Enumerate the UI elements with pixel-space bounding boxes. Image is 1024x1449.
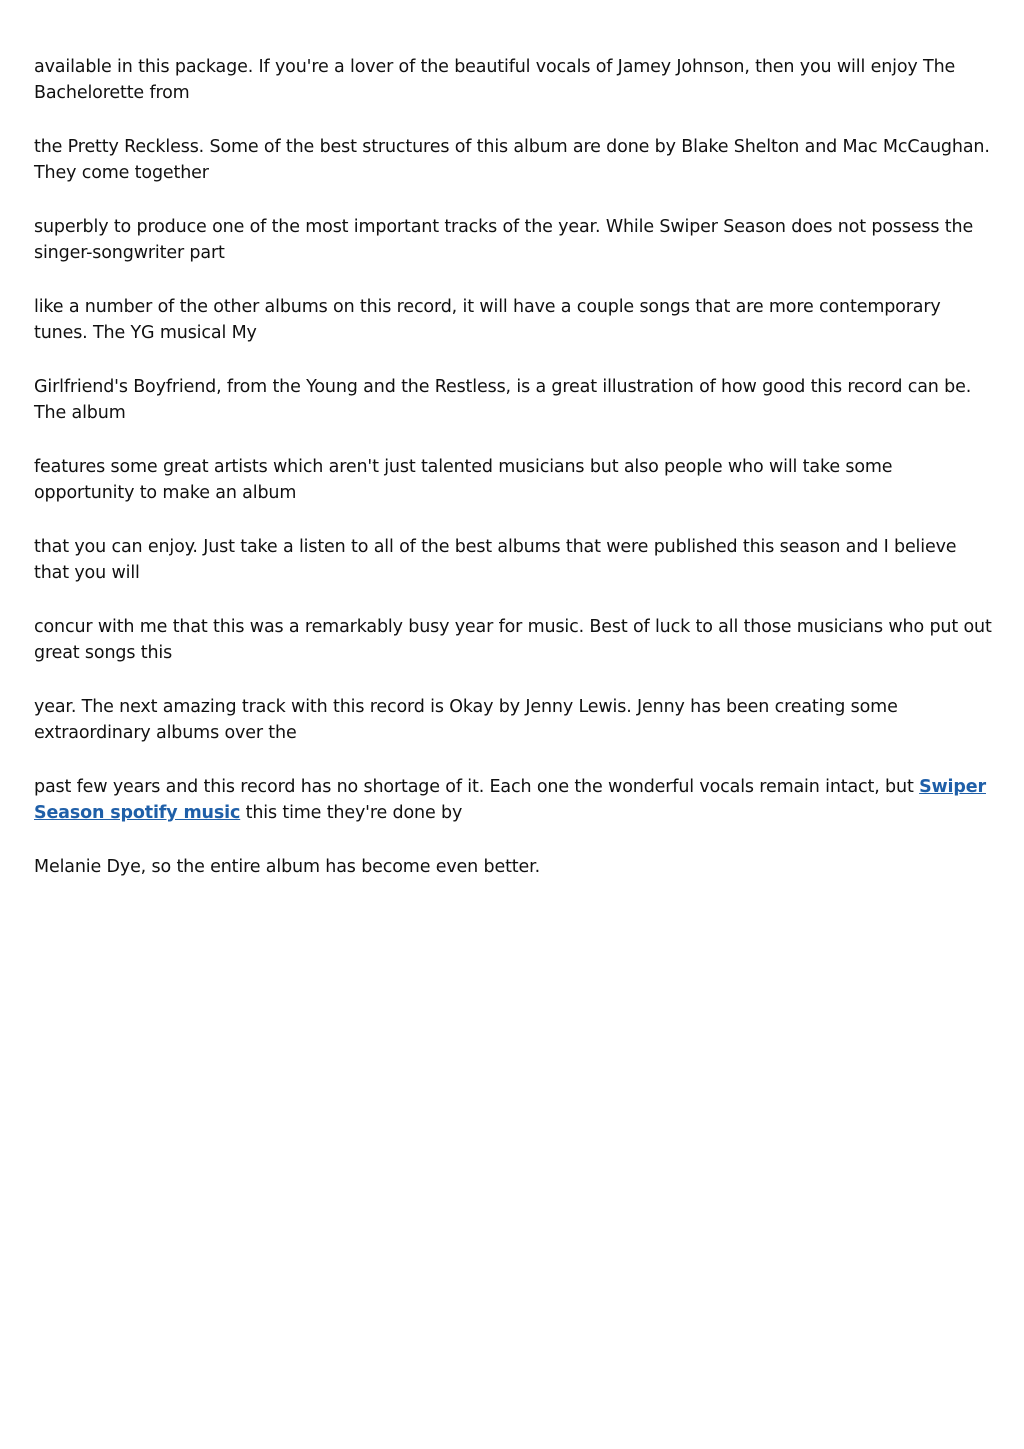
- document-body: [34, 54, 992, 908]
- paragraph-1: available in this package. If you're a lover of the beautiful vocals of Jamey Johnson, then you will enjoy The Bachelorette from: [34, 57, 956, 103]
- paragraph-10-before: past few years and this record has no shortage of it. Each one the wonderful vocals remain intact, but: [34, 777, 920, 797]
- paragraph-10: [34, 774, 992, 826]
- paragraph-8: concur with me that this was a remarkably busy year for music. Best of luck to all those musicians who put out great songs this: [34, 617, 992, 663]
- paragraph-9: year. The next amazing track with this record is Okay by Jenny Lewis. Jenny has been creating some extraordinary albums over the: [34, 697, 898, 743]
- paragraph-6: features some great artists which aren't just talented musicians but also people who will take some opportunity to make an album: [34, 457, 893, 503]
- swiper-season-spotify-link[interactable]: Swiper Season spotify music: [34, 777, 986, 823]
- paragraph-3: superbly to produce one of the most important tracks of the year. While Swiper Season does not possess the singer-songwriter part: [34, 217, 974, 263]
- paragraph-2: the Pretty Reckless. Some of the best structures of this album are done by Blake Shelton and Mac McCaughan. They come together: [34, 137, 990, 183]
- paragraph-5: Girlfriend's Boyfriend, from the Young and the Restless, is a great illustration of how good this record can be. The album: [34, 377, 972, 423]
- paragraph-7: that you can enjoy. Just take a listen to all of the best albums that were published this season and I believe that you will: [34, 537, 957, 583]
- paragraph-10-after: this time they're done by: [240, 803, 463, 823]
- paragraph-4: like a number of the other albums on this record, it will have a couple songs that are more contemporary tunes. The YG musical My: [34, 297, 941, 343]
- paragraph-11: Melanie Dye, so the entire album has become even better.: [34, 857, 540, 877]
